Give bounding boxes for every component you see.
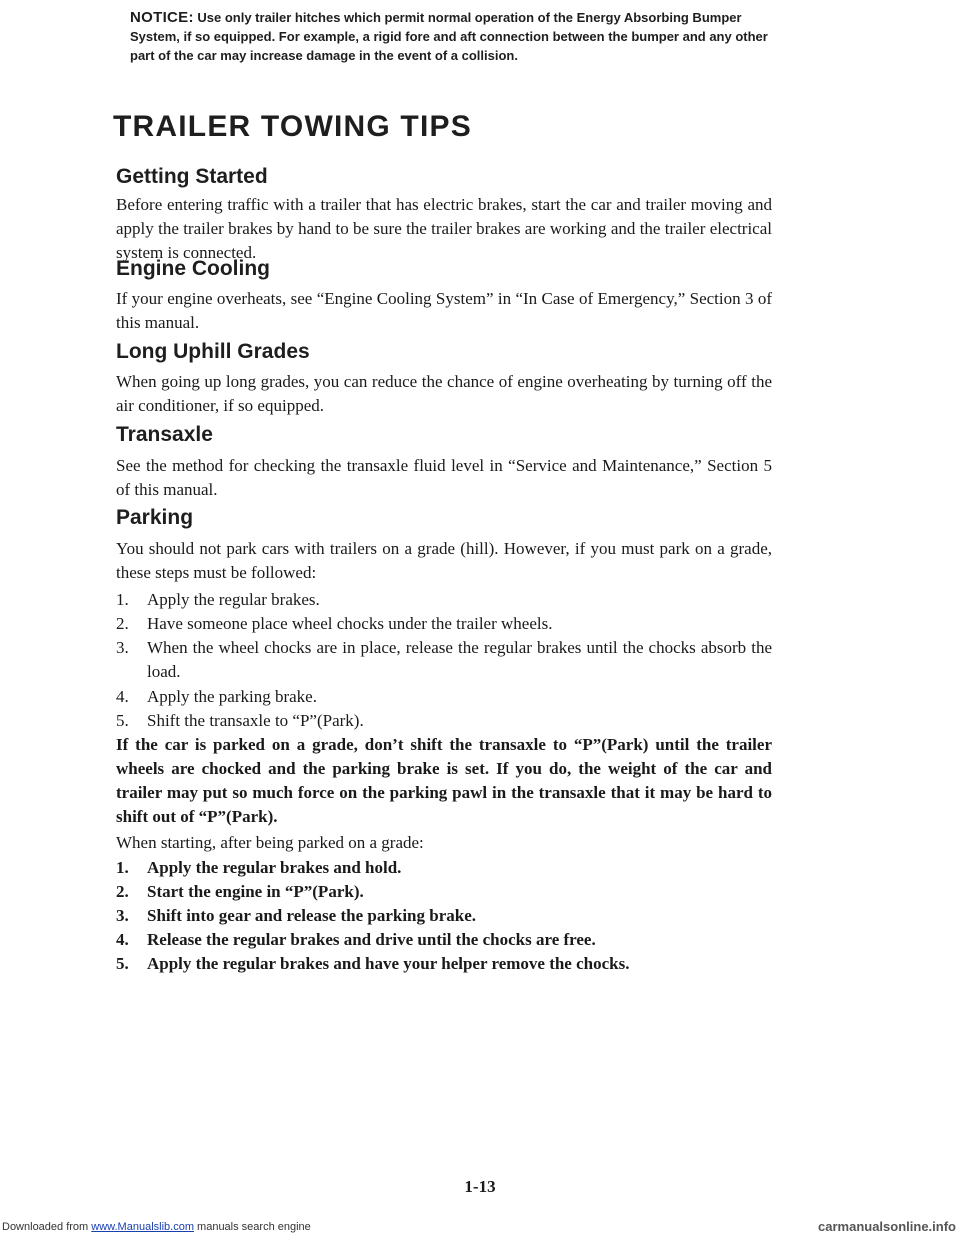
parking-step [116, 709, 772, 733]
step-text: Shift into gear and release the parking brake. [147, 906, 476, 925]
step-text: Apply the regular brakes and hold. [147, 858, 402, 877]
paragraph-parking-intro: You should not park cars with trailers on a grade (hill). However, if you must park on a grade, these steps must be followed: [116, 539, 772, 582]
manualslib-link[interactable]: www.Manualslib.com [91, 1221, 194, 1233]
starting-step [116, 856, 772, 880]
paragraph-getting-started: Before entering traffic with a trailer that has electric brakes, start the car and trailer moving and apply the trailer brakes by hand to be sure the trailer brakes are working and the trailer electrical system is connected. [116, 195, 772, 262]
step-number: 1. [116, 858, 129, 877]
page-number: 1-13 [464, 1177, 496, 1196]
heading-getting-started: Getting Started [116, 165, 268, 188]
step-number: 5. [116, 711, 129, 730]
step-number: 3. [116, 906, 129, 925]
parking-step [116, 612, 772, 636]
starting-step [116, 952, 772, 976]
page-title: TRAILER TOWING TIPS [113, 110, 472, 143]
step-text: Shift the transaxle to “P”(Park). [147, 711, 364, 730]
heading-engine-cooling: Engine Cooling [116, 257, 270, 280]
paragraph-parking-warning: If the car is parked on a grade, don’t shift the transaxle to “P”(Park) until the trailer wheels are chocked and the parking brake is set. If you do, the weight of the car and trailer may put so much force on the parking pawl in the transaxle that it may be hard to shift out of “P”(Park). [116, 735, 772, 826]
footer-prefix: Downloaded from [2, 1221, 92, 1233]
paragraph-long-uphill-grades: When going up long grades, you can reduce the chance of engine overheating by turning off the air conditioner, if so equipped. [116, 372, 772, 415]
step-text: Apply the parking brake. [147, 687, 317, 706]
starting-step [116, 928, 772, 952]
starting-step [116, 880, 772, 904]
step-text: Apply the regular brakes and have your helper remove the chocks. [147, 954, 630, 973]
footer-source [2, 1221, 311, 1233]
step-text: When the wheel chocks are in place, release the regular brakes until the chocks absorb the load. [147, 638, 772, 681]
paragraph-starting-intro: When starting, after being parked on a grade: [116, 833, 424, 852]
paragraph-engine-cooling: If your engine overheats, see “Engine Cooling System” in “In Case of Emergency,” Section 3 of this manual. [116, 289, 772, 332]
footer-suffix: manuals search engine [193, 1221, 311, 1233]
step-number: 3. [116, 638, 129, 657]
notice-text: Use only trailer hitches which permit normal operation of the Energy Absorbing Bumper System, if so equipped. For example, a rigid fore and aft connection between the bumper and any other part of the car may increase damage in the event of a collision. [130, 10, 768, 63]
notice-label: NOTICE: [130, 9, 194, 26]
step-number: 4. [116, 687, 129, 706]
step-number: 1. [116, 590, 129, 609]
parking-step [116, 636, 772, 684]
step-text: Have someone place wheel chocks under the trailer wheels. [147, 614, 553, 633]
parking-step [116, 685, 772, 709]
heading-long-uphill-grades: Long Uphill Grades [116, 340, 310, 363]
paragraph-transaxle: See the method for checking the transaxle fluid level in “Service and Maintenance,” Section 5 of this manual. [116, 456, 772, 499]
heading-transaxle: Transaxle [116, 423, 213, 446]
step-number: 5. [116, 954, 129, 973]
step-text: Start the engine in “P”(Park). [147, 882, 364, 901]
starting-step [116, 904, 772, 928]
heading-parking: Parking [116, 506, 194, 529]
step-number: 4. [116, 930, 129, 949]
notice-block [130, 8, 770, 65]
step-text: Release the regular brakes and drive until the chocks are free. [147, 930, 596, 949]
parking-step [116, 588, 772, 612]
step-text: Apply the regular brakes. [147, 590, 320, 609]
step-number: 2. [116, 614, 129, 633]
watermark-text: carmanualsonline.info [818, 1219, 956, 1234]
step-number: 2. [116, 882, 129, 901]
